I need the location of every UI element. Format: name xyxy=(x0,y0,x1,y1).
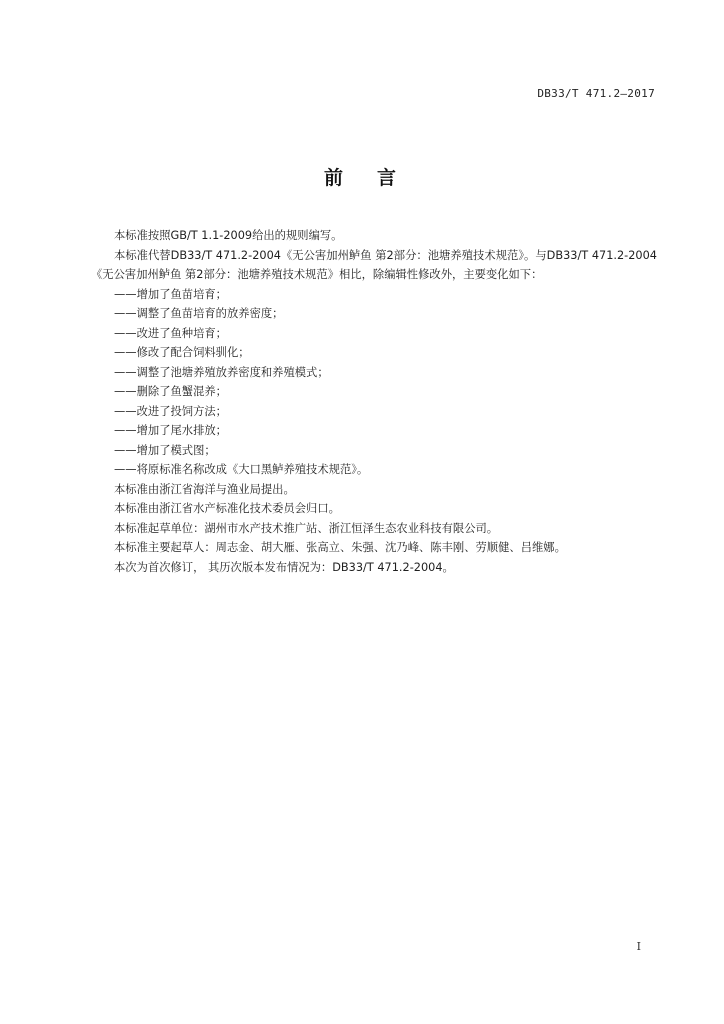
list-item: ——调整了鱼苗培育的放养密度； xyxy=(114,307,284,320)
title-char-2: 言 xyxy=(377,167,401,189)
list-item: ——增加了尾水排放； xyxy=(114,424,227,437)
page-number: I xyxy=(636,940,641,953)
document-code: DB33/T 471.2—2017 xyxy=(537,87,655,100)
foreword-body xyxy=(91,226,657,577)
paragraph-proposer: 本标准由浙江省海洋与渔业局提出。 xyxy=(114,482,295,496)
list-item: ——改进了投饲方法； xyxy=(114,404,227,418)
list-item: ——删除了鱼蟹混养； xyxy=(114,385,227,398)
paragraph-replacement: 本标准代替DB33/T 471.2-2004《无公害加州鲈鱼 第2部分：池塘养殖技术规范》。与DB33/T 471.2-2004《无公害加州鲈鱼 第2部分：池塘养殖技术规范》相比，除编辑性修改外，主要变化如下： xyxy=(91,248,657,281)
list-item: ——增加了鱼苗培育； xyxy=(114,287,227,301)
paragraph-centralizer: 本标准由浙江省水产标准化技术委员会归口。 xyxy=(114,502,340,515)
change-list xyxy=(91,285,657,480)
list-item: ——修改了配合饲料驯化； xyxy=(114,346,250,359)
paragraph-revision-history: 本次为首次修订， 其历次版本发布情况为：DB33/T 471.2-2004。 xyxy=(114,560,454,574)
list-item: ——改进了鱼种培育； xyxy=(114,326,227,340)
title-char-1: 前 xyxy=(323,167,347,189)
paragraph-drafting-units: 本标准起草单位：湖州市水产技术推广站、浙江恒泽生态农业科技有限公司。 xyxy=(114,521,499,535)
page-title xyxy=(0,163,724,190)
paragraph-drafters: 本标准主要起草人：周志金、胡大雁、张高立、朱强、沈乃峰、陈丰刚、劳顺健、吕维娜。 xyxy=(114,541,566,554)
paragraph-drafting-rules: 本标准按照GB/T 1.1-2009给出的规则编写。 xyxy=(114,229,343,242)
list-item: ——将原标准名称改成《大口黑鲈养殖技术规范》。 xyxy=(114,463,369,476)
list-item: ——增加了模式图； xyxy=(114,443,216,457)
list-item: ——调整了池塘养殖放养密度和养殖模式； xyxy=(114,365,329,379)
